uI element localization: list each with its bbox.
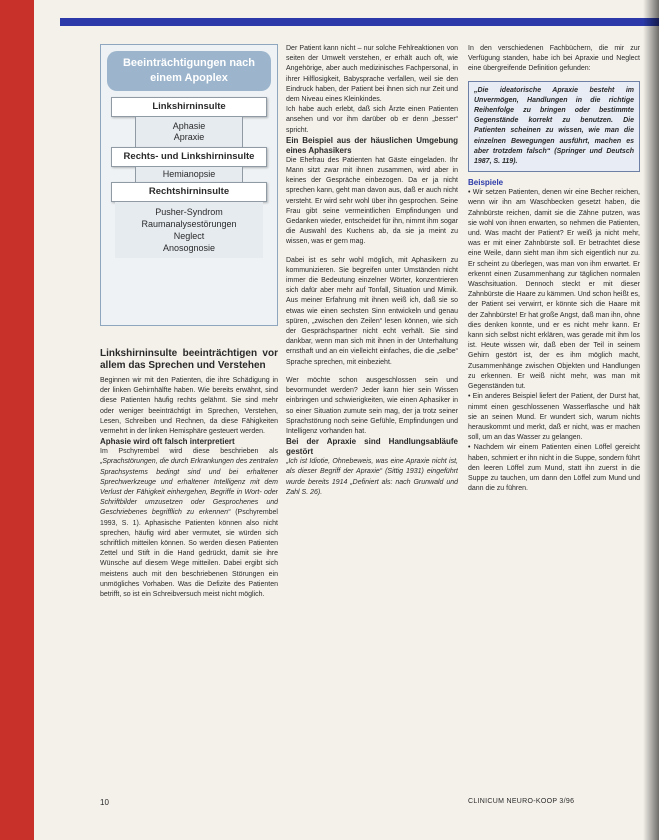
column-3: [468, 44, 640, 788]
hemianopsie-text: Hemianopsie: [162, 169, 216, 179]
column-1: [100, 348, 278, 788]
list-item: Anosognosie: [162, 243, 216, 253]
list-item: Neglect: [173, 231, 205, 241]
paragraph: Dabei ist es sehr wohl möglich, mit Aphasikern zu kommunizieren. Sie begreifen unter Umständen nicht immer die Bedeutung einzelner Wörter, konzentrieren sich dafür aber mehr auf Tonfall, Situation und Mimik. Aus meiner Erfahrung mit ihnen weiß ich, daß sie so etwas wie einen sechsten Sinn entwickeln und genau spüren, „zwischen den Zeilen“ lesen können, wie sich der Gesprächspartner nicht echt verhält. Sie sind dankbar, wenn man sich mit ihnen in der Unterhaltung ernsthaft und an ein vielleicht einfaches, die die „selbe“ Sprache sprechen, mit einbezieht.: [286, 256, 458, 366]
paragraph: Der Patient kann nicht – nur solche Fehlreaktionen von seiten der Umwelt verstehen, er erhält auch oft, wie Angehörige, aber auch medizinisches Fachpersonal, in ihrer Hilflosigkeit, Babysprache verfallen, weil sie den Eindruck haben, der Patient bei ihnen sich nur Zeit und dem Niveau eines Kleinkindes.: [286, 45, 458, 104]
journal-footer: CLINICUM NEURO-KOOP 3/96: [468, 798, 575, 805]
citation-quote: „Sprachstörungen, die durch Erkrankungen des zentralen Sprachsystems bedingt sind und bei erhaltener Sprechwerkzeuge und erhaltener Intelligenz mit dem Verlust der Fähigkeit einhergehen, Begriffe in Wort- oder Schriftbilder umzusetzen oder Gesprochenes und Geschriebenes begrifflich zu erkennen“: [100, 458, 278, 517]
section-heading: Linkshirninsulte beeinträchtigen vor allem das Sprechen und Verstehen: [100, 348, 278, 371]
paragraph: Ich habe auch erlebt, daß sich Ärzte einen Patienten ansehen und vor ihm darüber ob er denn „besser“ spricht.: [286, 106, 458, 134]
node-rechtshirninsulte: Rechtshirninsulte: [111, 182, 267, 202]
paragraph: Die Ehefrau des Patienten hat Gäste eingeladen. Ihr Mann sitzt zwar mit ihnen zusammen, wird aber in keines der Gespräche einbezogen. Da er ja nicht sprechen kann, geht man davon aus, daß er auch nicht versteht. Er wird sehr wohl über ihn gesprochen. Seine Frau gibt seine vermeintlichen Empfindungen und Gedanken wieder, entscheidet für ihn, nimmt ihm sogar die Auswahl des Kuchens ab, da sie ja meint zu wissen, was er gern mag.: [286, 156, 458, 246]
page-fold-shadow: [643, 0, 659, 840]
symptoms-aphasie-apraxie: Aphasie Apraxie: [135, 117, 243, 147]
paragraph: „Ich ist Idiotie, Ohnebeweis, was eine Apraxie nicht ist, als dieser Begriff der Apraxie“ (Sittig 1931) eingeführt wurde bereits 1914 „Definiert als: nach Grunwald und Zahl S. 26).: [286, 458, 458, 496]
list-item: Pusher-Syndrom: [155, 207, 223, 217]
apoplex-diagram: [100, 44, 278, 326]
node-linkshirninsulte: Linkshirninsulte: [111, 97, 267, 117]
symptom-hemianopsie: [135, 167, 243, 182]
text-run: Im Pschyrembel wird diese beschrieben als: [100, 448, 278, 456]
definition-quote-box: „Die ideatorische Apraxie besteht im Unvermögen, Handlungen in die richtige Reihenfolge zu bringen oder bestimmte Gegenstände korrekt zu benutzen. Die Patienten scheinen zu wissen, wie man die einzelnen Bewegungen ausführt, machen es aber trotzdem falsch“ (Springer und Deutsch 1987, S. 119).: [468, 81, 640, 173]
subheading: Ein Beispiel aus der häuslichen Umgebung eines Aphasikers: [286, 135, 458, 155]
text-run: (Pschyrembel 1993, S. 1). Aphasische Patienten können also nicht sprechen, häufig wird aber vermutet, sie würden sich schriftlich mitteilen können. So werden diesen Patienten Zettel und Stift in die Hand gedrückt, damit sie ihre Wünsche auf diesem Wege mitteilen. Dabei ergibt sich meistens auch mit den beschriebenen Störungen ein unmögliches Vorhaben. Was die Defizite des Patienten betrifft, so ist ein Schreibversuch meist nicht möglich.: [100, 509, 278, 599]
bullet-item: • Nachdem wir einem Patienten einen Löffel gereicht haben, schmiert er ihn nicht in die Suppe, sondern führt den leeren Löffel zum Mund, statt ihn zuerst in die Suppe zu tauchen, um dann den Löffel zum Mund und dann die zu führen.: [468, 444, 640, 493]
bullet-item: • Wir setzen Patienten, denen wir eine Becher reichen, wenn wir ihn am Waschbecken gesetzt haben, die Zahnbürste reichen, damit sie die Zähne putzen, was sie wohl von ihnen erwarten, so nehmen die Patienten, und. Was macht der Patient? Er weiß ja nicht mehr, was er mit einer Zahnbürste soll. Er betrachtet diese eine Weile, dann sieht man ihm sich eigentlich nur zu. Er scheint zu überlegen, was man von ihm erwartet. Er erkennt einen Zusammenhang zur täglichen normalen Waschsituation. Dennoch steckt er mit dieser Zahnbürste die Haare zu kämmen. Und schon heißt es, der Patient sei verwirrt, er könnte sich die Haare mit der Zahnbürste! Er hat große Angst, daß man ihn, ohne dies denken konnte, und er es nicht mehr kann. Er kann sich selbst nicht erklären, was gerade mit ihm los ist. Heute wissen wir, daß eben der Teil in seinem Gehirn gestört ist, der es ihm möglich macht, Zusammenhänge zwischen Objekten und Handlungen zu erkennen. Er weiß nicht mehr, was man mit Gegenständen tut.: [468, 189, 640, 391]
list-item: Raumanalysestörungen: [141, 219, 237, 229]
page-number: 10: [100, 798, 109, 807]
diagram-title: Beeinträchtigungen nach einem Apoplex: [107, 51, 271, 91]
symptoms-right-list: [115, 202, 263, 258]
subheading: Aphasie wird oft falsch interpretiert: [100, 437, 235, 447]
subheading: Bei der Apraxie sind Handlungsabläufe gestört: [286, 437, 458, 457]
page-color-bar: [0, 0, 34, 840]
bullet-item: • Ein anderes Beispiel liefert der Patient, der Durst hat, nimmt einen geschlossenen Wasserflasche und hält sie an seinen Mund. Er wundert sich, warum nichts herauskommt und merkt, daß er nicht, was er machen soll, um an das Wasser zu gelangen.: [468, 393, 640, 442]
paragraph: Beginnen wir mit den Patienten, die ihre Schädigung in der linken Gehirnhälfte haben. Wie bereits erwähnt, sind diese Patienten häufig rechts gelähmt. Sie sind mehr oder weniger beeinträchtigt im Sprechen, Verstehen, Lesen, Schreiben und Rechnen, da diese Fähigkeiten vermehrt in der linken Hemisphäre gesteuert werden.: [100, 377, 278, 436]
header-rule: [60, 18, 659, 26]
paragraph: Wer möchte schon ausgeschlossen sein und bevormundet werden? Jeder kann hier sein Wissen einbringen und schwierigkeiten, wie einen Aphasiker in so einer Situation zumute sein mag, der ja trotz seiner Sprachstörung noch seine Gefühle, Empfindungen und Intelligenz vorhanden hat.: [286, 376, 458, 435]
column-2: [286, 44, 458, 788]
subheading: Beispiele: [468, 178, 504, 188]
paragraph: [100, 447, 278, 600]
paragraph: In den verschiedenen Fachbüchern, die mir zur Verfügung standen, habe ich bei Apraxie und Neglect eine übergreifende Definition gefunden:: [468, 45, 640, 73]
node-rechts-links: Rechts- und Linkshirninsulte: [111, 147, 267, 167]
